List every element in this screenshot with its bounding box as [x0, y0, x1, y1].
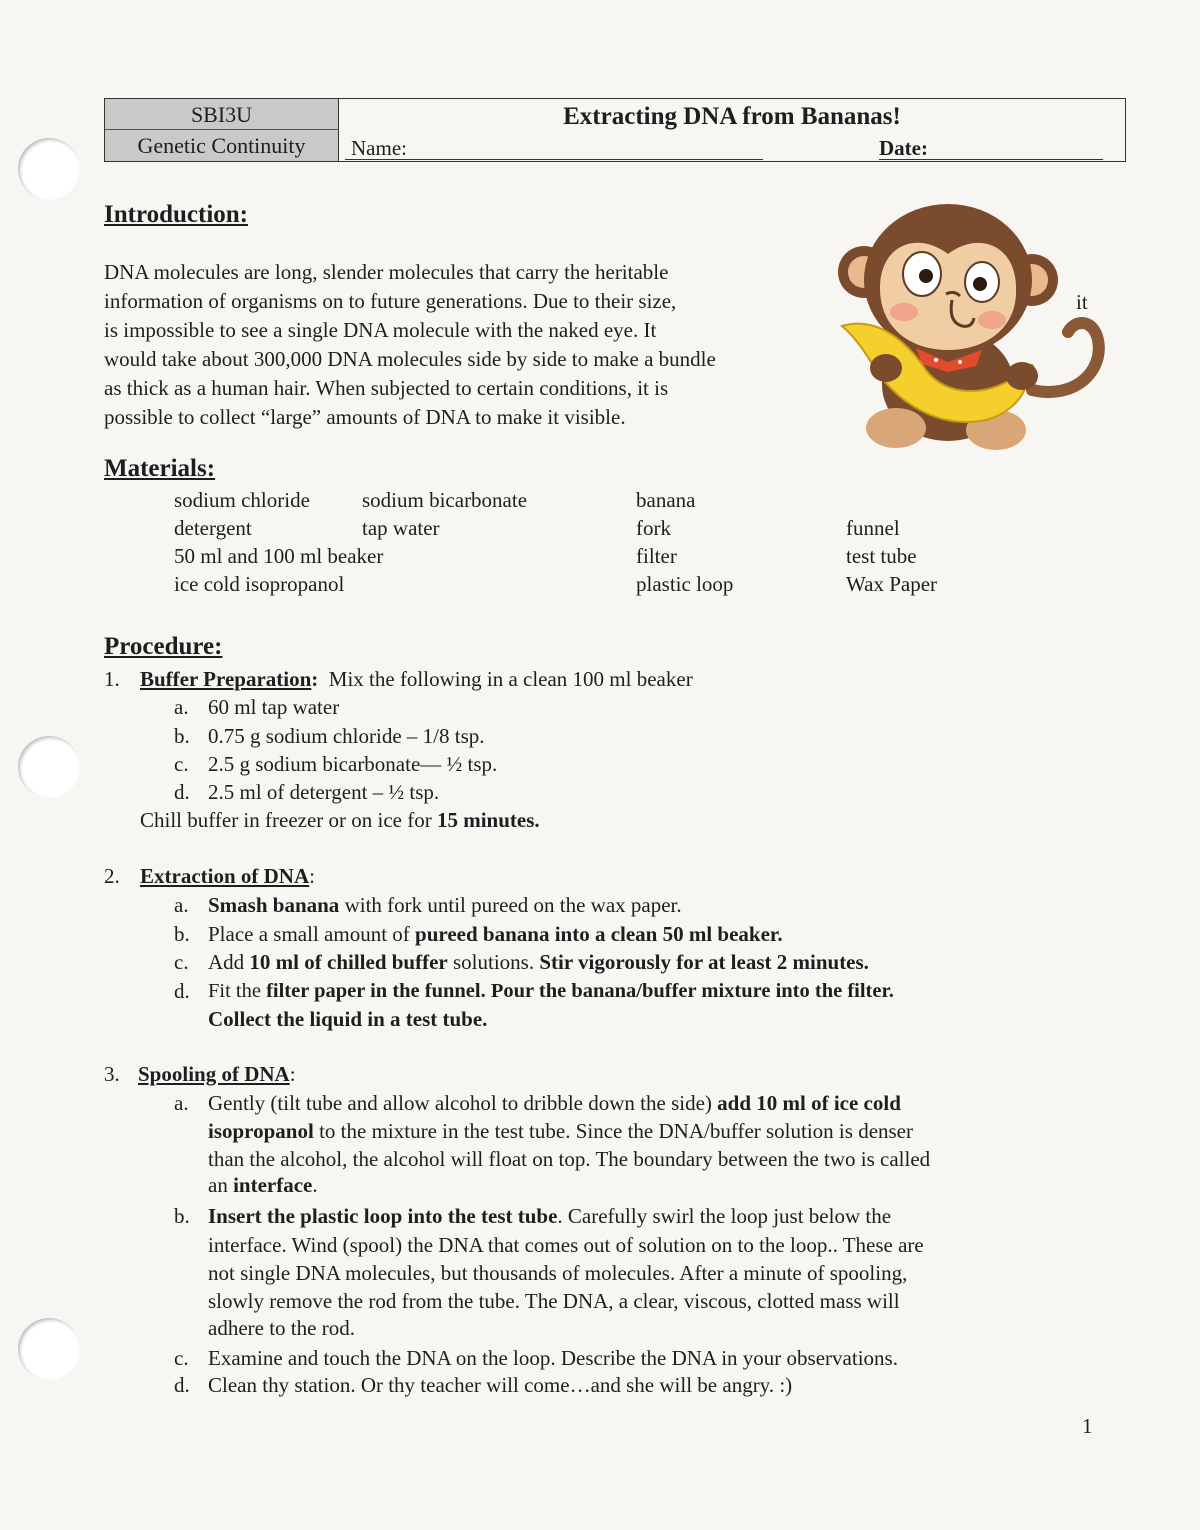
item-letter: d. [174, 979, 190, 1003]
spooling-line [208, 1171, 318, 1199]
text-phrase: with fork until pureed on the wax paper. [339, 893, 682, 917]
intro-line: DNA molecules are long, slender molecules that carry the heritable [104, 260, 669, 284]
spooling-line [208, 1202, 891, 1230]
item-letter: d. [174, 1373, 190, 1397]
bold-phrase: Stir vigorously for at least 2 minutes. [539, 950, 869, 974]
material-item: sodium chloride [174, 488, 310, 512]
material-item: sodium bicarbonate [362, 488, 528, 512]
buffer-item: 2.5 ml of detergent – ½ tsp. [208, 780, 440, 804]
material-item: plastic loop [636, 572, 734, 596]
item-letter: b. [174, 922, 190, 946]
item-letter: a. [174, 1091, 189, 1115]
material-item: Wax Paper [846, 572, 938, 596]
spooling-line: slowly remove the rod from the tube. The DNA, a clear, viscous, clotted mass will [208, 1289, 900, 1313]
step-3-heading [138, 1060, 296, 1088]
header-table [104, 98, 1126, 162]
spooling-line: than the alcohol, the alcohol will float on top. The boundary between the two is called [208, 1147, 931, 1171]
materials-column-2 [362, 486, 527, 542]
extraction-item [208, 948, 869, 976]
spooling-line: adhere to the rod. [208, 1316, 355, 1340]
item-letter: c. [174, 950, 189, 974]
text-phrase: an [208, 1173, 234, 1197]
material-item: funnel [846, 516, 900, 540]
intro-line: possible to collect “large” amounts of DNA to make it visible. [104, 405, 626, 429]
intro-line: information of organisms on to future generations. Due to their size, [104, 289, 677, 313]
bold-phrase: interface [233, 1173, 313, 1197]
item-letter: a. [174, 893, 189, 917]
step-title: Spooling of DNA [138, 1062, 290, 1086]
material-item: banana [636, 488, 696, 512]
hole-punch [18, 1318, 80, 1380]
spooling-line: Examine and touch the DNA on the loop. Describe the DNA in your observations. [208, 1346, 898, 1370]
unit-name: Genetic Continuity [105, 130, 339, 161]
colon: : [289, 1062, 296, 1086]
procedure-heading: Procedure: [104, 633, 223, 660]
bold-phrase: Smash banana [208, 893, 340, 917]
text-phrase: Place a small amount of [208, 922, 416, 946]
material-item: 50 ml and 100 ml beaker [174, 544, 384, 568]
material-item: fork [636, 516, 671, 540]
spooling-line: interface. Wind (spool) the DNA that comes out of solution on to the loop.. These are [208, 1233, 924, 1257]
text-phrase: . [312, 1173, 318, 1197]
spooling-line [208, 1117, 913, 1145]
text-phrase: Add [208, 950, 250, 974]
text-phrase: solutions. [447, 950, 540, 974]
page-title: Extracting DNA from Bananas! [563, 103, 901, 130]
item-letter: d. [174, 780, 190, 804]
bold-phrase: filter paper in the funnel. Pour the banana/buffer mixture into the filter. [266, 980, 894, 1002]
monkey-with-banana-illustration [836, 200, 1112, 456]
text-phrase: to the mixture in the test tube. Since the DNA/buffer solution is denser [313, 1119, 913, 1143]
chill-text: Chill buffer in freezer or on ice for [140, 808, 437, 832]
spooling-line: not single DNA molecules, but thousands of molecules. After a minute of spooling, [208, 1261, 908, 1285]
buffer-item: 60 ml tap water [208, 695, 340, 719]
name-label: Name: [351, 136, 407, 160]
chill-time: 15 minutes. [436, 808, 540, 832]
chill-instruction [140, 806, 540, 834]
extraction-item-continued: Collect the liquid in a test tube. [208, 1007, 488, 1031]
step-2-heading [140, 862, 315, 890]
step-title: Extraction of DNA [140, 864, 310, 888]
step-intro: Mix the following in a clean 100 ml beaker [328, 667, 693, 691]
date-label: Date: [879, 136, 928, 160]
item-letter: b. [174, 1204, 190, 1228]
stray-word: it [1076, 290, 1088, 314]
intro-line: is impossible to see a single DNA molecule with the naked eye. It [104, 318, 657, 342]
buffer-item: 2.5 g sodium bicarbonate— ½ tsp. [208, 752, 498, 776]
bold-phrase: 10 ml of chilled buffer [249, 950, 448, 974]
materials-column-4 [846, 514, 937, 598]
material-item: filter [636, 544, 677, 568]
material-item: ice cold isopropanol [174, 572, 345, 596]
buffer-item: 0.75 g sodium chloride – 1/8 tsp. [208, 724, 485, 748]
step-number: 3. [104, 1062, 120, 1086]
material-item: detergent [174, 516, 252, 540]
text-phrase: . Carefully swirl the loop just below the [557, 1204, 892, 1228]
item-letter: c. [174, 752, 189, 776]
item-letter: b. [174, 724, 190, 748]
introduction-heading: Introduction: [104, 201, 249, 228]
extraction-item [208, 920, 783, 948]
materials-heading: Materials: [104, 455, 216, 482]
hole-punch [18, 138, 80, 200]
materials-column-1 [174, 486, 383, 598]
step-1-heading [140, 665, 693, 693]
extraction-item [208, 891, 682, 919]
intro-line: would take about 300,000 DNA molecules side by side to make a bundle [104, 347, 716, 371]
step-number: 2. [104, 864, 120, 888]
step-title: Buffer Preparation [140, 667, 312, 691]
hole-punch [18, 736, 80, 798]
extraction-item [208, 977, 894, 1005]
materials-column-3 [636, 486, 733, 598]
colon: : [311, 667, 319, 691]
date-field[interactable] [879, 159, 1103, 160]
item-letter: c. [174, 1346, 189, 1370]
item-letter: a. [174, 695, 189, 719]
text-phrase: Fit the [208, 980, 267, 1002]
course-code: SBI3U [105, 99, 339, 130]
bold-phrase: isopropanol [208, 1119, 314, 1143]
introduction-text [104, 258, 844, 432]
step-number: 1. [104, 667, 120, 691]
bold-phrase: add 10 ml of ice cold [717, 1091, 901, 1115]
text-phrase: Gently (tilt tube and allow alcohol to dribble down the side) [208, 1091, 718, 1115]
intro-line: as thick as a human hair. When subjected to certain conditions, it is [104, 376, 669, 400]
material-item: tap water [362, 516, 440, 540]
spooling-line: Clean thy station. Or thy teacher will come…and she will be angry. :) [208, 1373, 793, 1397]
page-number: 1 [1082, 1414, 1093, 1438]
spooling-line [208, 1089, 901, 1117]
name-field[interactable] [345, 159, 763, 160]
material-item: test tube [846, 544, 917, 568]
bold-phrase: Insert the plastic loop into the test tube [208, 1204, 558, 1228]
bold-phrase: pureed banana into a clean 50 ml beaker. [415, 922, 783, 946]
colon: : [309, 864, 315, 888]
